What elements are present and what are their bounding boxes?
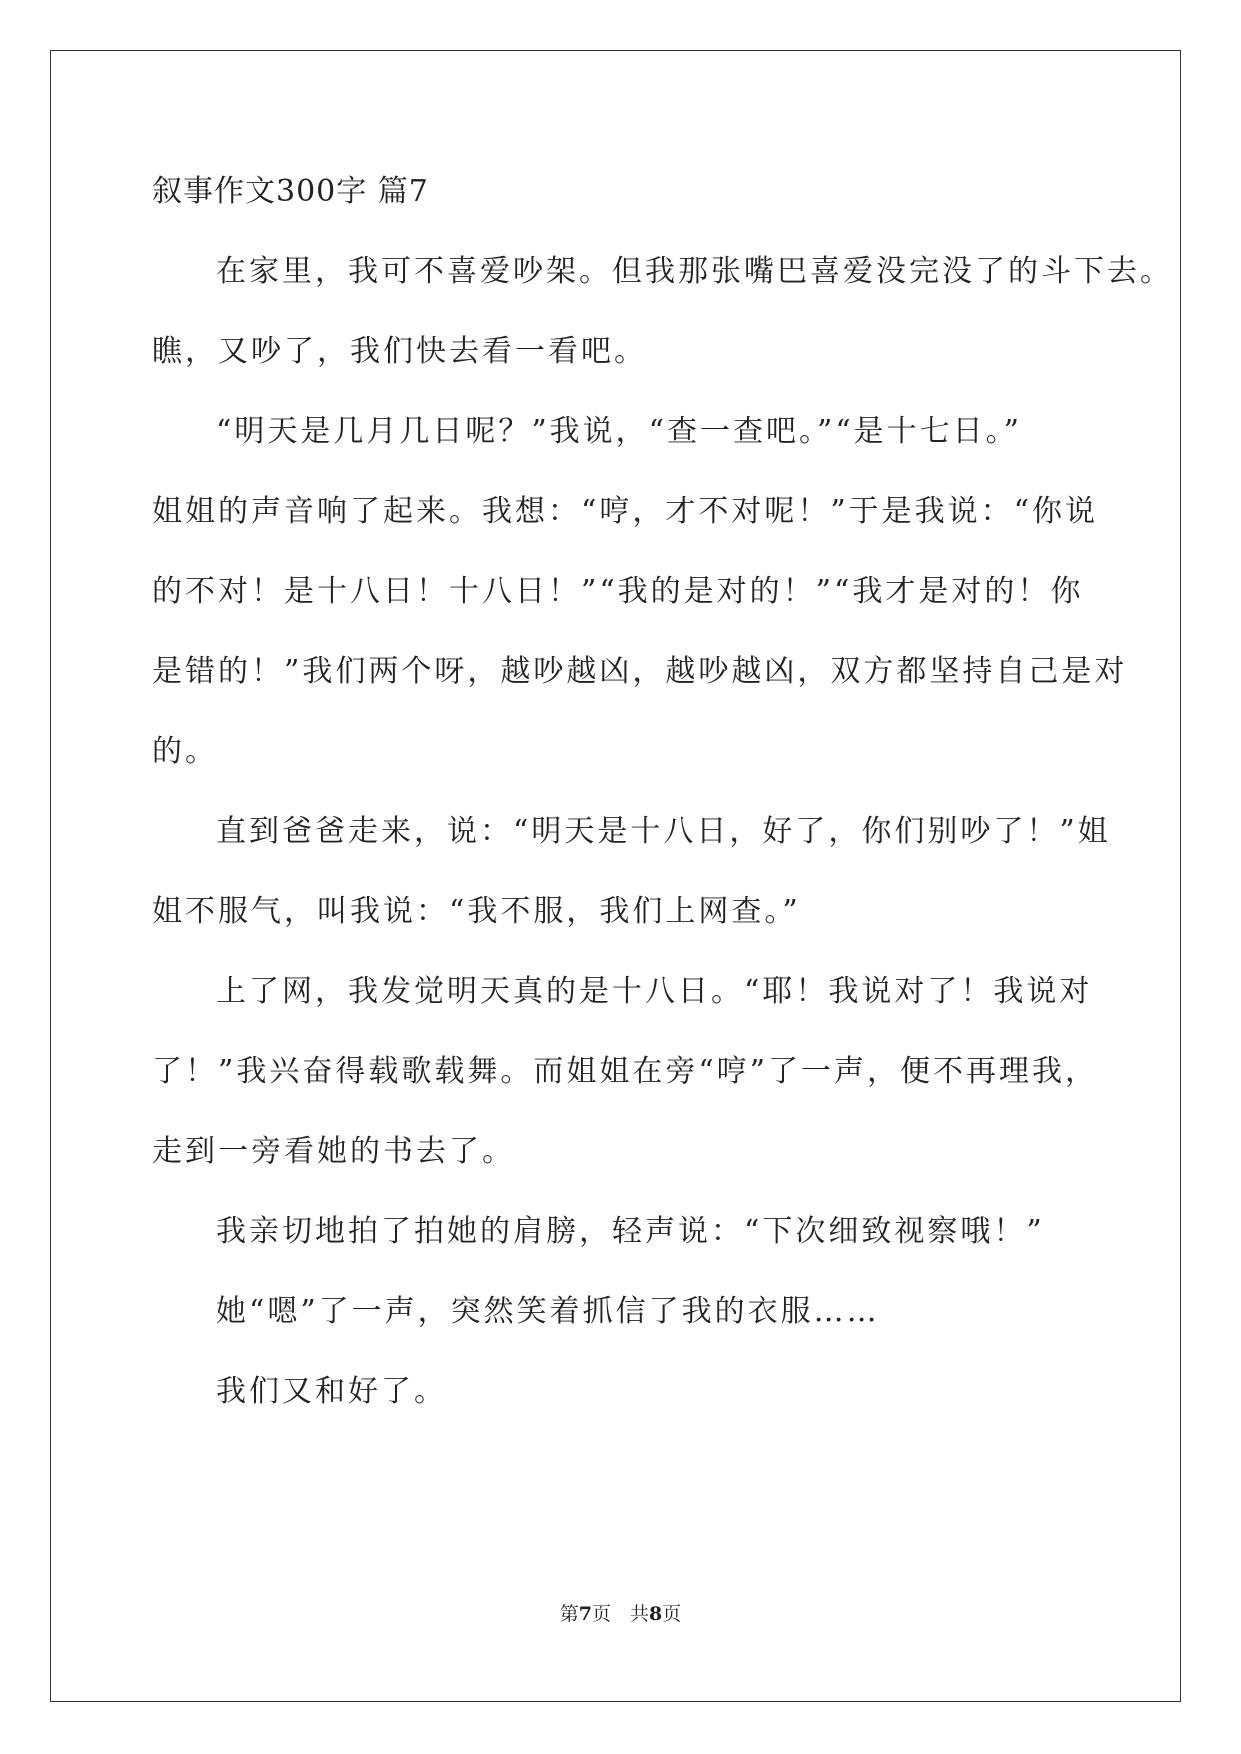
page-footer — [0, 1602, 1241, 1626]
document-title: 叙事作文300字 篇7 — [152, 174, 429, 209]
paragraph-line: 姐姐的声音响了起来。我想：“哼，才不对呢！”于是我说：“你说 — [152, 494, 1099, 529]
paragraph-line: 我亲切地拍了拍她的肩膀，轻声说：“下次细致视察哦！” — [216, 1214, 1045, 1249]
paragraph-line: 瞧，又吵了，我们快去看一看吧。 — [152, 334, 647, 369]
page-prefix: 第 — [559, 1603, 579, 1625]
page-border — [50, 50, 1181, 1702]
paragraph-line: 走到一旁看她的书去了。 — [152, 1134, 515, 1169]
page-suffix: 页 — [662, 1603, 682, 1625]
paragraph-line: 直到爸爸走来，说：“明天是十八日，好了，你们别吵了！”姐 — [216, 814, 1111, 849]
page-current: 7 — [578, 1603, 592, 1625]
paragraph-line: 是错的！”我们两个呀，越吵越凶，越吵越凶，双方都坚持自己是对 — [152, 654, 1128, 689]
paragraph-line: 在家里，我可不喜爱吵架。但我那张嘴巴喜爱没完没了的斗下去。 — [216, 254, 1173, 289]
page-mid: 页 共 — [591, 1603, 649, 1625]
paragraph-line: 的不对！是十八日！十八日！”“我的是对的！”“我才是对的！你 — [152, 574, 1084, 609]
paragraph-line: 她“嗯”了一声，突然笑着抓信了我的衣服…… — [216, 1294, 880, 1329]
paragraph-line: 我们又和好了。 — [216, 1374, 447, 1409]
paragraph-line: 上了网，我发觉明天真的是十八日。“耶！我说对了！我说对 — [216, 974, 1093, 1009]
paragraph-line: 姐不服气，叫我说：“我不服，我们上网查。” — [152, 894, 801, 929]
paragraph-line: “明天是几月几日呢？”我说，“查一查吧。”“是十七日。” — [216, 414, 1023, 449]
page-total: 8 — [649, 1603, 663, 1625]
paragraph-line: 的。 — [152, 734, 218, 769]
paragraph-line: 了！”我兴奋得载歌载舞。而姐姐在旁“哼”了一声，便不再理我， — [152, 1054, 1099, 1089]
